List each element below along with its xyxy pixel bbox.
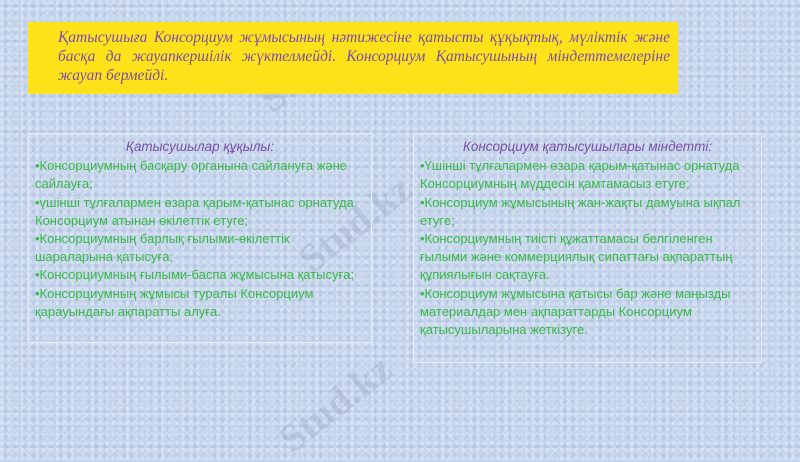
participant-rights-panel (28, 133, 372, 343)
list-item: •Консорциумның барлық ғылыми-өкілеттік шараларына қатысуға; (35, 231, 290, 265)
list-item: •Консорциумның ғылыми-баспа жұмысына қатысуға; (35, 267, 355, 283)
list-item: •Консорциумның жұмысы туралы Консорциум қарауындағы ақпаратты алуға. (35, 285, 314, 319)
list-item: •Консорциум жұмысына қатысы бар және маңызды материалдар мен ақпараттарды Консорциум қатысушыларына жеткізуге. (420, 285, 731, 338)
panel-title: Қатысушылар құқылы: (125, 139, 275, 154)
banner-text: Қатысушыға Консорциум жұмысының нәтижесіне қатысты құқықтық, мүліктік және басқа да жауапкершілік жүктелмейді. Консорциум Қатысушының міндеттемелеріне жауап бермейді. (58, 29, 670, 84)
list-item: •үшінші тұлғалармен өзара қарым-қатынас орнатуда Консорциум атынан өкілеттік етуге; (35, 194, 354, 228)
list-item: •Консорциум жұмысының жан-жақты дамуына ықпал етуге; (420, 194, 741, 228)
list-item: •Консорциумның тиісті құжаттамасы белгіленген ғылыми және коммерциялық сипаттағы ақпараттың құпиялығын сақтауға. (420, 231, 733, 283)
watermark: Stud.kz (289, 165, 421, 282)
liability-banner (28, 22, 678, 94)
watermark: Stud.kz (269, 345, 401, 462)
panel-title: Консорциум қатысушылары міндетті: (462, 139, 713, 154)
list-item: •Үшінші тұлғалармен өзара қарым-қатынас орнатуда Консорциумның мүддесін қамтамасыз етуге; (420, 158, 740, 192)
list-item: •Консорциумның басқару органына сайлануға және сайлауға; (35, 158, 348, 192)
participant-duties-panel (413, 133, 762, 363)
